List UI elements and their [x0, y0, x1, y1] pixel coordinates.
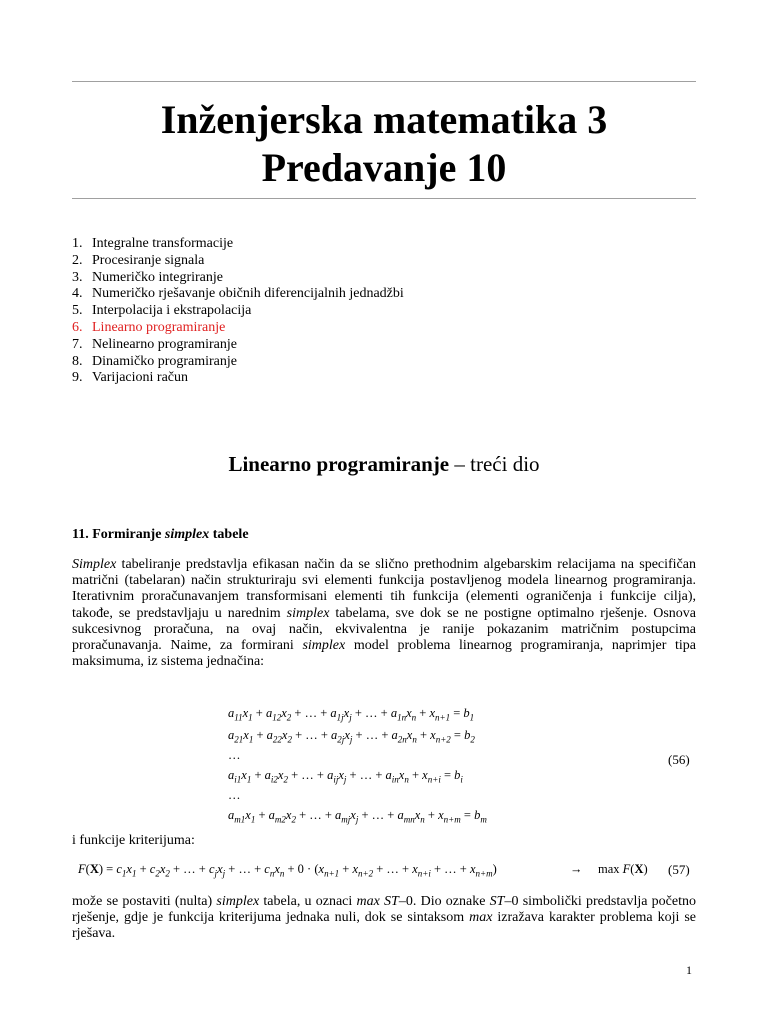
list-item-number: 4.	[72, 286, 83, 302]
paragraph-text: –0 simbolički predstavlja početno rješenje, gdje je funkcija kriterijuma jednaka nuli, dok se sintaksom	[72, 894, 696, 926]
equation-row: $a_{i1}x_1 + a_{i2}x_2$ + … + $a_{ij}x_j$ + … + $a_{in}x_n + x_{n+i} = b_i$	[228, 768, 463, 785]
top-rule	[72, 81, 696, 82]
list-item-number: 1.	[72, 236, 83, 251]
page-number: 1	[686, 963, 692, 977]
paragraph-text: tabela, u oznaci	[259, 894, 357, 909]
list-item-label: Interpolacija i ekstrapolacija	[92, 303, 252, 319]
page-title	[72, 96, 696, 192]
closing-paragraph	[72, 894, 696, 943]
section-title-rest: – treći dio	[449, 452, 540, 476]
list-item	[72, 253, 404, 270]
list-item-label: Procesiranje signala	[92, 252, 205, 268]
list-item-label: Nelinearno programiranje	[92, 336, 237, 352]
criterion-arrow: →	[570, 862, 583, 876]
paragraph-text: –0. Dio oznake	[398, 894, 490, 909]
list-item-number: 5.	[72, 303, 83, 319]
equation-row: $a_{m1}x_1 + a_{m2}x_2$ + … + $a_{mj}x_j$ + … + $a_{mn}x_n + x_{n+m} = b_m$	[228, 808, 487, 825]
equation-row: $a_{11}x_1 + a_{12}x_2$ + … + $a_{1j}x_j$ + … + $a_{1n}x_n + x_{n+1} = b_1$	[228, 706, 475, 723]
equation-ellipsis: …	[228, 748, 241, 762]
paragraph-text: tabeliranje predstavlja efikasan način da se slično prethodnim algebarskim relacijama na specifičan matrični (tabelaran) način strukturiraju svi elementi funkcija postavljenog modela linearnog programiranja. Iterativnim proračunavanjem transformisani elementi tih funkcija (elementi ograničenja i funkcije cilja), takođe, se predstavljaju u narednim	[72, 557, 696, 621]
title-line-2: Predavanje 10	[261, 145, 507, 190]
title-bottom-rule	[72, 198, 696, 199]
list-item-number: 2.	[72, 252, 83, 268]
criterion-function: $F(X) = c_1x_1 + c_2x_2$ + … + $c_jx_j$ + … + $c_nx_n + 0 \cdot (x_{n+1} + x_{n+2}$ + … + $x_{n+i}$ + … + $x_{n+m}$)	[78, 862, 497, 879]
section-title-bold: Linearno programiranje	[228, 452, 450, 476]
list-item-number: 8.	[72, 353, 83, 369]
list-item	[72, 337, 404, 354]
list-item-number: 6.	[72, 319, 83, 335]
list-item-label: Numeričko integriranje	[92, 269, 224, 285]
paragraph-italic: max	[469, 910, 493, 926]
criterion-intro: i funkcije kriterijuma:	[72, 833, 195, 848]
equation-ellipsis: …	[228, 788, 241, 802]
criterion-max: max F(X)	[598, 862, 648, 876]
list-item-label: Integralne transformacije	[92, 236, 234, 251]
list-item	[72, 370, 404, 387]
list-item	[72, 236, 404, 253]
section-title	[72, 451, 696, 477]
paragraph-text: model problema linearnog programiranja, naprimjer tipa maksimuma, iz sistema jednačina:	[72, 638, 696, 670]
equation-number-56: (56)	[668, 752, 690, 767]
list-item	[72, 286, 404, 303]
list-item	[72, 270, 404, 287]
paragraph-text: tabelama, sve dok se ne postigne optimalno rješenje. Osnova sukcesivnog proračuna, na ovaj način, ekvivalentna je ranije pokazanim matričnim postupcima proračunavanja. Naime, za formirani	[72, 605, 696, 654]
list-item-label: Dinamičko programiranje	[92, 353, 238, 369]
list-item-number: 3.	[72, 269, 83, 285]
equation-row: $a_{21}x_1 + a_{22}x_2$ + … + $a_{2j}x_j$ + … + $a_{2n}x_n + x_{n+2} = b_2$	[228, 728, 475, 745]
paragraph-italic: max ST	[356, 894, 399, 909]
subsection-heading	[72, 527, 249, 543]
subsection-heading-italic: simplex	[164, 527, 210, 542]
subsection-heading-suffix: tabele	[209, 527, 249, 542]
paragraph-italic: simplex	[302, 638, 346, 654]
paragraph-text: može se postaviti (nulta)	[72, 894, 217, 909]
paragraph-italic: ST	[489, 894, 505, 909]
list-item-current	[72, 320, 404, 337]
paragraph-text: izražava karakter problema koji se rješava.	[72, 910, 696, 942]
title-line-1: Inženjerska matematika 3	[160, 97, 608, 142]
list-item	[72, 303, 404, 320]
equation-number-57: (57)	[668, 862, 690, 877]
list-item-label: Linearno programiranje	[92, 319, 226, 335]
paragraph-italic: Simplex	[72, 557, 117, 572]
list-item-label: Varijacioni račun	[92, 370, 189, 386]
list-item-label: Numeričko rješavanje običnih diferencijalnih jednadžbi	[92, 286, 404, 302]
subsection-heading-prefix: 11. Formiranje	[72, 527, 165, 542]
paragraph-italic: simplex	[286, 605, 330, 621]
list-item	[72, 354, 404, 371]
lecture-list	[72, 236, 404, 387]
list-item-number: 9.	[72, 370, 83, 386]
criterion-max-label: max	[598, 862, 620, 876]
paragraph-italic: simplex	[216, 894, 260, 909]
intro-paragraph	[72, 557, 696, 670]
list-item-number: 7.	[72, 336, 83, 352]
